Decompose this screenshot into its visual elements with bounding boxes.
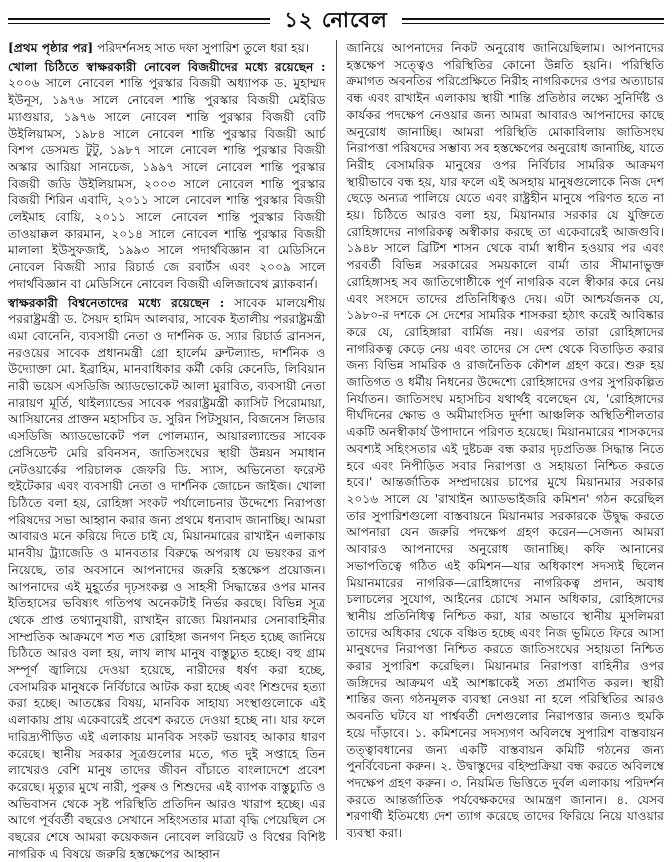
world-leaders-text: সাবেক মালয়েশীয় পররাষ্ট্রমন্ত্রী ড. সৈয়দ হামিদ আলবার, সাবেক ইতালীয় পররাষ্ট্রমন্ত্রী এমা বোনেনি, ব্যবসায়ী নেতা ও দার্শনিক ড. স্যার রিচার্ড ব্রানসন, নরওয়ের সাবেক প্রধানমন্ত্রী গ্রো হার্লেম ব্রুন্টল্যান্ড, দার্শনিক ও উদ্যোক্তা মো. ইব্রাহিম, মানবাধিকার কর্মী কেরি কেনেডি, লিবিয়ান নারী ভয়েস এসডিজি অ্যাডভোকেট আলা মুরাবিত, ব্যবসায়ী নেতা নারায়ণ মূর্তি, থাইল্যান্ডের সাবেক পররাষ্ট্রমন্ত্রী ক্যাসিট পিরোমায়া, আসিয়ানের প্রাক্তন মহাসচিব ড. সুরিন পিটসুয়ান, বিজনেস লিডার এসডিজি অ্যাডভোকেট পল পোলম্যান, আয়ারল্যান্ডের সাবেক প্রেসিডেন্ট মেরি রবিনসন, জাতিসংঘের স্থায়ী উন্নয়ন সমাধান নেটওয়ার্কের পরিচালক জেফরি ডি. স্যাস, অভিনেতা ফরেস্ট হুইটেকার এবং ব্যবসায়ী নেতা ও দার্শনিক জোচেন জাইজ। খোলা চিঠিতে বলা হয়, রোহিঙ্গা সংকট পর্যালোচনার উদ্দেশ্যে নিরাপত্তা পরিষদের সভা আহ্বান করার জন্য প্রথমে ধন্যবাদ জানাচ্ছি। আমরা আবারও মনে করিয়ে দিতে চাই যে, মিয়ানমারের রাখাইন এলাকায় মানবীয় ট্র্যাজেডি ও মানবতার বিরুদ্ধে অপরাধ যে ভয়ংকর রূপ নিয়েছে, তার অবসানে আপনাদের জরুরি হস্তক্ষেপ প্রয়োজন। আপনাদের এই মুহূর্তের দৃঢ়সংকল্প ও সাহসী সিদ্ধান্তের ওপর মানব ইতিহাসের ভবিষ্যৎ গতিপথ অনেকটাই নির্ভর করছে। বিভিন্ন সূত্র থেকে প্রাপ্ত তথ্যানুযায়ী, রাখাইন রাজ্যে মিয়ানমার সেনাবাহিনীর সাম্প্রতিক আক্রমণে শত শত রোহিঙ্গা জনগণ নিহত হচ্ছে জানিয়ে চিঠিতে আরও বলা হয়, লাখ লাখ মানুষ বাস্তুচ্যুত হচ্ছে। বহু গ্রাম সম্পূর্ণ জ্বালিয়ে দেওয়া হয়েছে, নারীদের ধর্ষণ করা হচ্ছে, বেসামরিক মানুষকে নির্বিচারে আটক করা হচ্ছে এবং শিশুদের হত্যা করা হচ্ছে। আতঙ্কের বিষয়, মানবিক সাহায্য সংস্থাগুলোকে এই এলাকায় প্রায় একেবারেই প্রবেশ করতে দেওয়া হচ্ছে না। যার ফলে দারিদ্র্যপীড়িত এই এলাকায় মানবিক সংকট ভয়াবহ আকার ধারণ করেছে। স্থানীয় সরকার সূত্রগুলোর মতে, গত দুই সপ্তাহে তিন লাখেরও বেশি মানুষ তাদের জীবন বাঁচাতে বাংলাদেশে প্রবেশ করেছে। মৃত্যুর মুখে নারী, পুরুষ ও শিশুদের এই ব্যাপক বাস্তুচ্যুতি ও অভিবাসন থেকে সৃষ্ট পরিস্থিতি প্রতিদিন আরও খারাপ হচ্ছে। এর আগে পূর্ববর্তী বছরেও সেখানে সহিংসতার মাত্রা বৃদ্ধি পেয়েছিল সে বছরের শেষে আমরা কয়েকজন নোবেল লরিয়েট ও বিশ্বের বিশিষ্ট নাগরিক এ বিষয়ে জরুরি হস্তক্ষেপের আহ্বান — [8, 295, 326, 861]
left-column — [8, 40, 326, 861]
world-leaders-subheading: স্বাক্ষরকারী বিশ্বনেতাদের মধ্যে রয়েছেন : — [8, 295, 225, 310]
column-divider — [336, 40, 337, 840]
header-rule-left — [8, 18, 270, 24]
article-body — [8, 40, 664, 861]
right-paragraph-1: জানিয়ে আপনাদের নিকট অনুরোধ জানিয়েছিলাম। আপনাদের হস্তক্ষেপ সত্ত্বেও পরিস্থিতির কোনো উন্নতি হয়নি। পরিস্থিতি ক্রমাগত অবনতির পরিপ্রেক্ষিতে নিরীহ নাগরিকদের ওপর অত্যাচার বন্ধ এবং রাখাইন এলাকায় স্থায়ী শান্তি প্রতিষ্ঠার লক্ষ্যে সুনির্দিষ্ট ও কার্যকর পদক্ষেপ নেওয়ার জন্য আমরা আবারও আপনাদের কাছে অনুরোধ জানাচ্ছি। আমরা পরিস্থিতি মোকাবিলায় জাতিসংঘ নিরাপত্তা পরিষদের সম্ভাব্য সব হস্তক্ষেপের অনুরোধ জানাচ্ছি, যাতে নিরীহ বেসামরিক মানুষের ওপর নির্বিচার সামরিক আক্রমণ স্থায়ীভাবে বন্ধ হয়, যার ফলে এই অসহায় মানুষগুলোকে নিজ দেশ ছেড়ে অন্যত্র পালিয়ে যেতে এবং রাষ্ট্রহীন মানুষে পরিণত হতে না হয়। চিঠিতে আরও বলা হয়, মিয়ানমার সরকার যে যুক্তিতে রোহিঙ্গাদের নাগরিকত্ব অস্বীকার করছে তা একেবারেই আজগুবি। ১৯৪৮ সালে ব্রিটিশ শাসন থেকে বার্মা স্বাধীন হওয়ার পর এবং পরবর্তী বিভিন্ন সরকারের সময়কালে বার্মা তার সীমানাভুক্ত রোহিঙ্গাসহ সব জাতিগোষ্ঠীকে পূর্ণ নাগরিক বলে স্বীকার করে নেয় এবং সংসদে তাদের প্রতিনিধিত্বও দেয়। এটা আশ্চর্যজনক যে, ১৯৮০-র দশকে সে দেশের সামরিক শাসকরা হঠাৎ করেই আবিষ্কার করে যে, রোহিঙ্গারা বার্মিজ নয়। এরপর তারা রোহিঙ্গাদের নাগরিকত্ব কেড়ে নেয় এবং তাদের সে দেশ থেকে বিতাড়িত করার জন্য বিভিন্ন সামরিক ও রাজনৈতিক কৌশল গ্রহণ করে। শুরু হয় জাতিগত ও ধর্মীয় নিধনের উদ্দেশ্যে রোহিঙ্গাদের ওপর সুপরিকল্পিত নির্যাতন। জাতিসংঘ মহাসচিব যথার্থই বলেছেন যে, 'রোহিঙ্গাদের দীর্ঘদিনের ক্ষোভ ও অমীমাংসিত দুর্দশা আঞ্চলিক অস্থিতিশীলতার একটি অনস্বীকার্য উপাদানে পরিণত হয়েছে। মিয়ানমারের শাসকদের অবশ্যই সহিংসতার এই দুষ্টচক্র বন্ধ করার দৃঢ়প্রতিজ্ঞ সিদ্ধান্ত নিতে হবে এবং নিপীড়িত সবার নিরাপত্তা ও সহায়তা নিশ্চিত করতে হবে।' আন্তর্জাতিক সম্প্রদায়ের চাপের মুখে মিয়ানমার সরকার ২০১৬ সালে যে 'রাখাইন অ্যাডভাইজরি কমিশন' গঠন করেছিল তার সুপারিশগুলো বাস্তবায়নে মিয়ানমার সরকারকে উদ্বুদ্ধ করতে আপনারা যেন জরুরি পদক্ষেপ গ্রহণ করেন—সেজন্য আমরা আবারও আপনাদের অনুরোধ জানাচ্ছি। কফি আনানের সভাপতিত্বে গঠিত এই কমিশন—যার অধিকাংশ সদস্যই ছিলেন মিয়ানমারের নাগরিক—রোহিঙ্গাদের নাগরিকত্ব প্রদান, অবাধ চলাচলের সুযোগ, আইনের চোখে সমান অধিকার, রোহিঙ্গাদের স্থানীয় প্রতিনিধিত্ব নিশ্চিত করা, যার অভাবে স্থানীয় মুসলিমরা তাদের অধিকার থেকে বঞ্চিত হচ্ছে এবং নিজ ভূমিতে ফিরে আসা মানুষদের নিরাপত্তা নিশ্চিত করতে জাতিসংঘের সহায়তা নিশ্চিত করার সুপারিশ করেছিল। মিয়ানমার নিরাপত্তা বাহিনীর ওপর জঙ্গিদের আক্রমণ এই আশঙ্কাকেই সত্য প্রমাণিত করল। স্থায়ী শান্তির জন্য গঠনমূলক ব্যবস্থা নেওয়া না হলে পরিস্থিতির আরও অবনতি ঘটবে যা পার্শ্ববর্তী দেশগুলোর নিরাপত্তার জন্যও হুমকি হয়ে দাঁড়াবে। ১. কমিশনের সদস্যগণ অবিলম্বে সুপারিশ বাস্তবায়ন তত্ত্বাবধানের জন্য একটি বাস্তবায়ন কমিটি গঠনের জন্য পুনর্বিবেচনা করুন। ২. উদ্বাস্তুদের বহিষ্প্রক্রিয়া বন্ধ করতে অবিলম্বে পদক্ষেপ গ্রহণ করুন। ৩. নিয়মিত ভিত্তিতে দুর্বল এলাকায় পরিদর্শন করতে আন্তর্জাতিক পর্যবেক্ষকদের আমন্ত্রণ জানান। ৪. যেসব শরণার্থী ইতিমধ্যে দেশ ত্যাগ করেছে তাদের ফিরিয়ে নিয়ে যাওয়ার ব্যবস্থা করা। — [346, 41, 664, 841]
laureates-subheading: খোলা চিঠিতে স্বাক্ষরকারী নোবেল বিজয়ীদের মধ্যে রয়েছেন : — [8, 59, 326, 74]
page-header — [8, 6, 664, 36]
right-column — [347, 40, 665, 840]
left-paragraph-2 — [8, 59, 326, 293]
left-paragraph-3 — [8, 295, 326, 862]
header-rule-right — [402, 18, 664, 24]
left-paragraph-1-text: পরিদর্শনসহ সাত দফা সুপারিশ তুলে ধরা হয়। — [93, 41, 310, 55]
continuation-tag: [প্রথম পৃষ্ঠার পর] — [8, 41, 94, 55]
laureates-text: ২০০৬ সালে নোবেল শান্তি পুরস্কার বিজয়ী অধ্যাপক ড. মুহাম্মদ ইউনূস, ১৯৭৬ সালে নোবেল শান্তি পুরস্কার বিজয়ী মেইরিড ম্যাগুয়ার, ১৯৭৬ সালে নোবেল শান্তি পুরস্কার বিজয়ী বেটি উইলিয়ামস, ১৯৮৪ সালে নোবেল শান্তি পুরস্কার বিজয়ী আর্চ বিশপ ডেসমন্ড টুটু, ১৯৮৭ সালে নোবেল শান্তি পুরস্কার বিজয়ী অস্কার আরিয়া সানচেজ, ১৯৯৭ সালে নোবেল শান্তি পুরস্কার বিজয়ী জডি উইলিয়ামস, ২০০৩ সালে নোবেল শান্তি পুরস্কার বিজয়ী শিরিন এবাদি, ২০১১ সালে নোবেল শান্তি পুরস্কার বিজয়ী লেইমাহ বোয়ি, ২০১১ সালে নোবেল শান্তি পুরস্কার বিজয়ী তাওয়াক্কল কারমান, ২০১৪ সালে নোবেল শান্তি পুরস্কার বিজয়ী মালালা ইউসুফজাই, ১৯৯৩ সালে পদার্থবিজ্ঞান বা মেডিসিনে নোবেল বিজয়ী স্যার রিচার্ড জে রবার্টস এবং ২০০৯ সালে পদার্থবিজ্ঞান বা মেডিসিনে নোবেল বিজয়ী এলিজাবেথ ব্ল্যাকবার্ন। — [8, 76, 326, 291]
left-paragraph-1 — [8, 40, 326, 57]
page-title: ১২ নোবেল — [284, 7, 388, 32]
